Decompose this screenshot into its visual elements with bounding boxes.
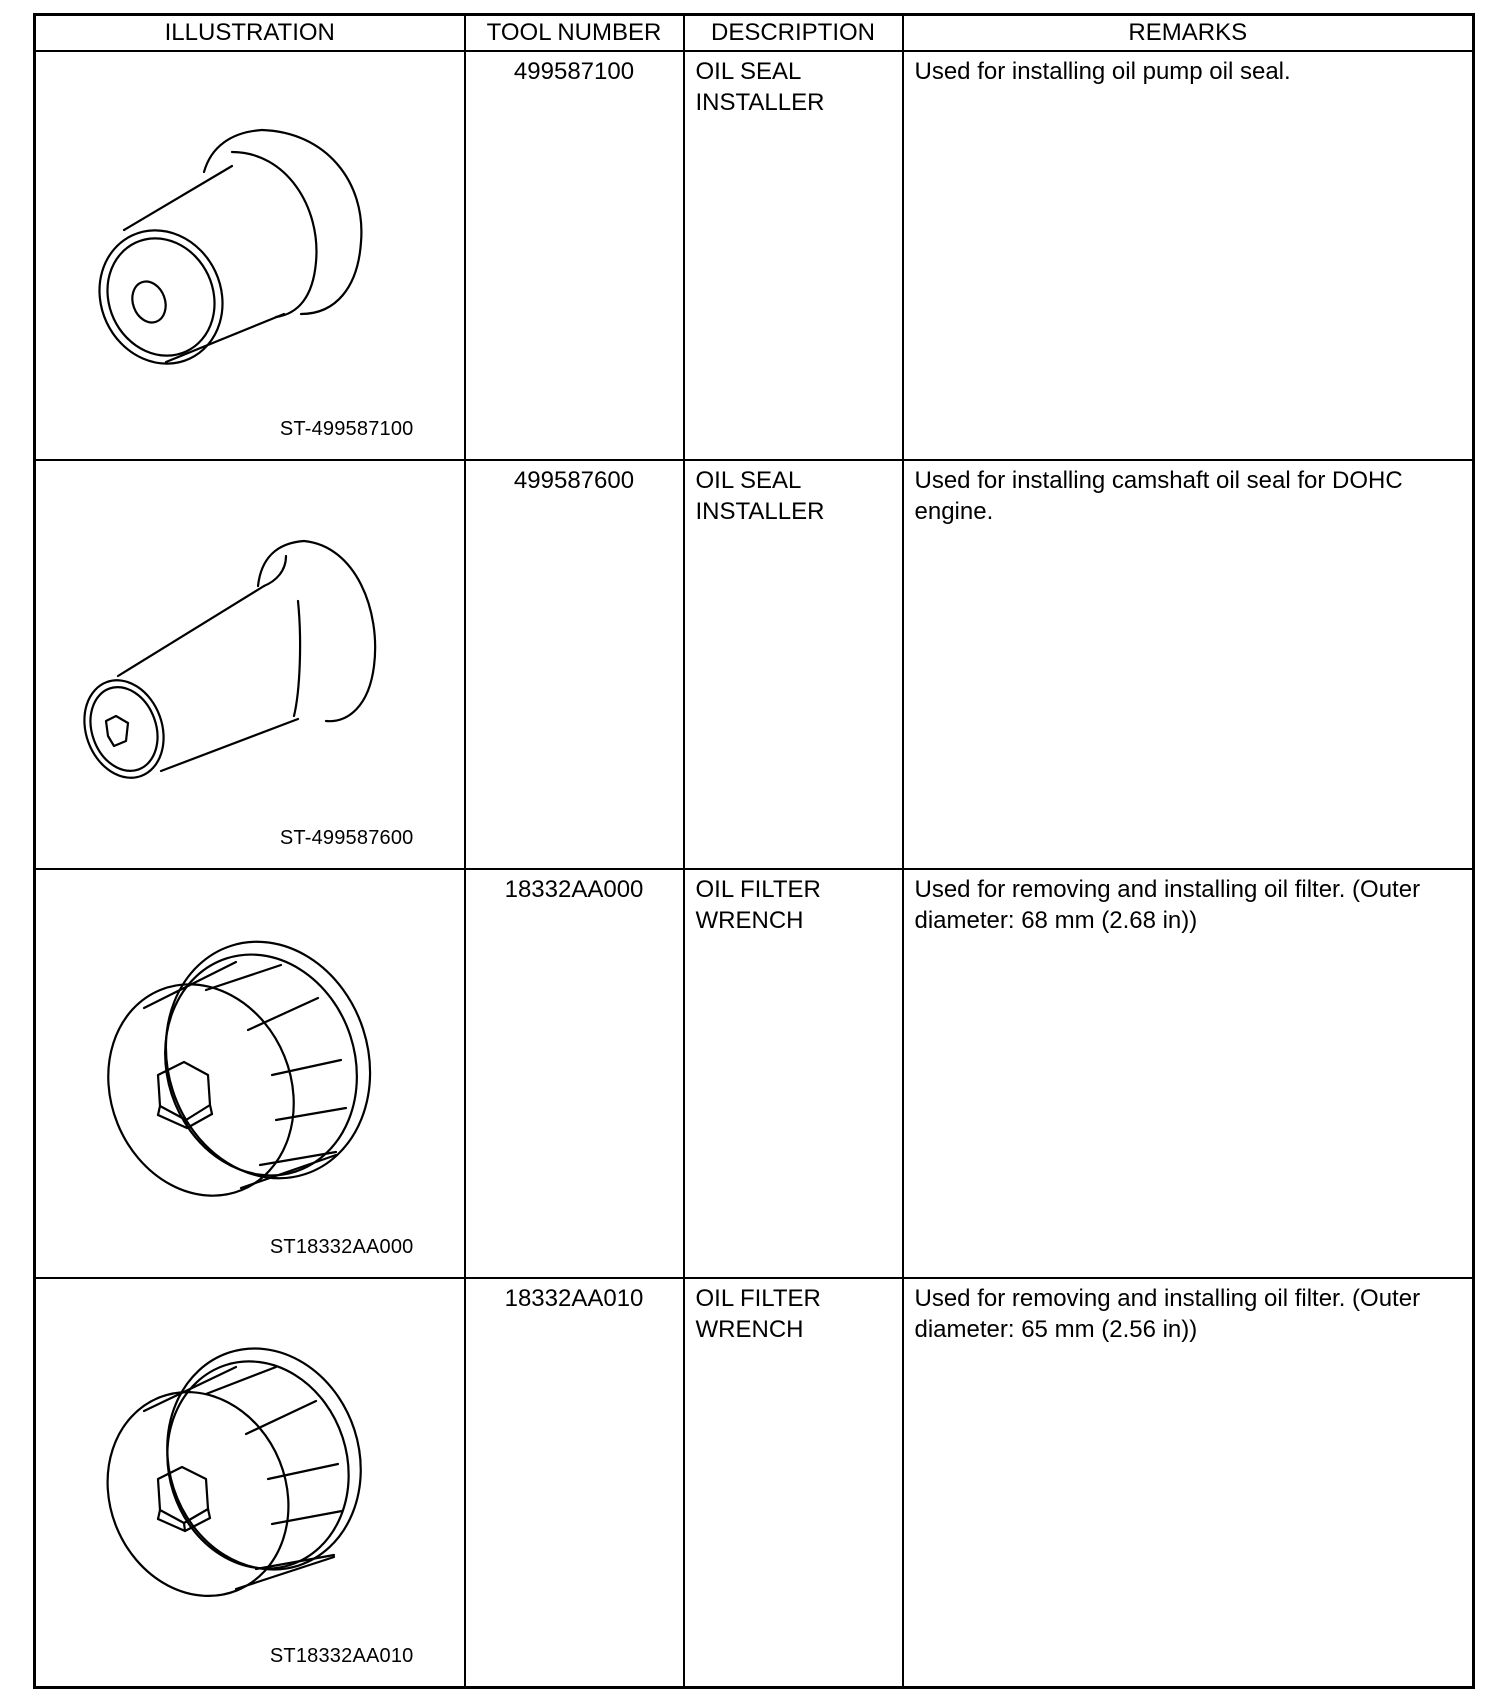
header-remarks: REMARKS: [903, 15, 1474, 52]
illustration-code: ST18332AA010: [269, 1645, 414, 1667]
tool-number-cell: 18332AA010: [465, 1278, 684, 1688]
oil-seal-installer-long-icon: [36, 461, 464, 864]
oil-filter-wrench-icon: [36, 1279, 464, 1682]
tool-number-cell: 499587600: [465, 460, 684, 869]
header-row: [35, 15, 1474, 52]
header-illustration: ILLUSTRATION: [35, 15, 465, 52]
header-tool-number: TOOL NUMBER: [465, 15, 684, 52]
oil-seal-installer-icon: [36, 52, 464, 455]
description-cell: OIL FILTER WRENCH: [684, 869, 903, 1278]
table-row: [35, 51, 1474, 460]
tool-number-cell: 499587100: [465, 51, 684, 460]
description-cell: OIL FILTER WRENCH: [684, 1278, 903, 1688]
illustration-code: ST18332AA000: [269, 1236, 414, 1258]
oil-filter-wrench-icon: [36, 870, 464, 1273]
remarks-cell: Used for installing camshaft oil seal for DOHC engine.: [903, 460, 1474, 869]
remarks-cell: Used for removing and installing oil filter. (Outer diameter: 65 mm (2.56 in)): [903, 1278, 1474, 1688]
remarks-cell: Used for installing oil pump oil seal.: [903, 51, 1474, 460]
illustration-cell: [35, 869, 465, 1278]
illustration-code: ST-499587600: [279, 827, 414, 849]
description-cell: OIL SEAL INSTALLER: [684, 460, 903, 869]
table-row: [35, 869, 1474, 1278]
illustration-cell: [35, 460, 465, 869]
description-cell: OIL SEAL INSTALLER: [684, 51, 903, 460]
table-row: [35, 460, 1474, 869]
remarks-cell: Used for removing and installing oil filter. (Outer diameter: 68 mm (2.68 in)): [903, 869, 1474, 1278]
special-tools-table: [33, 13, 1475, 1689]
table-row: [35, 1278, 1474, 1688]
illustration-cell: [35, 51, 465, 460]
illustration-code: ST-499587100: [279, 418, 414, 440]
illustration-cell: [35, 1278, 465, 1688]
tool-number-cell: 18332AA000: [465, 869, 684, 1278]
header-description: DESCRIPTION: [684, 15, 903, 52]
